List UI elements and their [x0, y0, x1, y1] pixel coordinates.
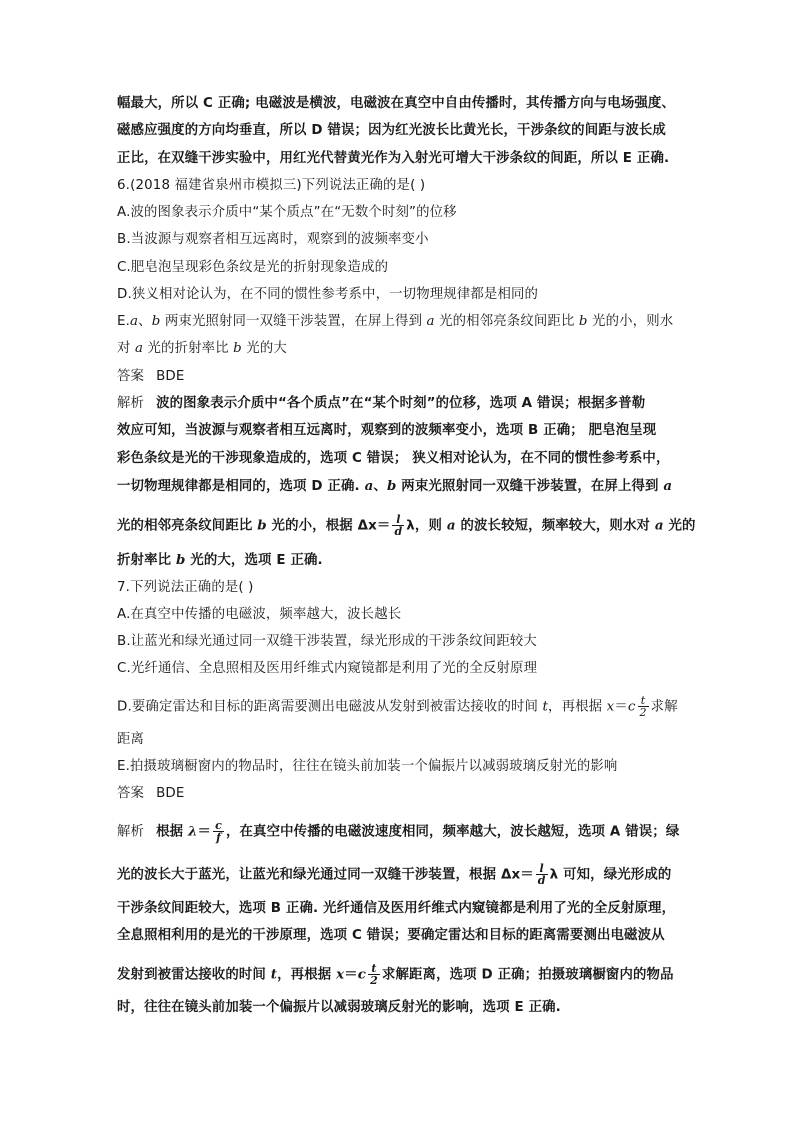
question-7-answer: 答案 BDE	[117, 786, 185, 801]
fraction-t-over-2-b: $\frac{t}{2}$	[370, 962, 378, 987]
question-7-option-e: E.拍摄玻璃橱窗内的物品时，往往在镜头前加装一个偏振片以减弱玻璃反射光的影响	[117, 759, 618, 774]
fraction-l-over-d: $\frac{l}{d}$	[394, 513, 403, 538]
question-7-explanation-3: 干涉条纹间距较大，选项 B 正确. 光纤通信及医用纤维式内窥镜都是利用了光的全反射原理，	[117, 901, 676, 916]
explanation-continuation-line-2: 磁感应强度的方向均垂直，所以 D 错误；因为红光波长比黄光长，干涉条纹的间距与波长成	[117, 123, 666, 138]
question-7-option-d-cont: 距离	[117, 732, 145, 747]
question-6-explanation-3: 彩色条纹是光的干涉现象造成的，选项 C 错误； 狭义相对论认为，在不同的惯性参考系中，	[117, 451, 670, 466]
question-6-answer: 答案 BDE	[117, 369, 185, 384]
question-6-option-e-cont: 对 a 光的折射率比 b 光的大	[117, 341, 287, 356]
question-6-option-e: E.a、b 两束光照射同一双缝干涉装置，在屏上得到 a 光的相邻亮条纹间距比 b 光的小，则水	[117, 314, 674, 329]
question-6-stem: 6.(2018 福建省泉州市模拟三)下列说法正确的是( )	[117, 178, 426, 193]
question-6-explanation-4: 一切物理规律都是相同的，选项 D 正确. a、b 两束光照射同一双缝干涉装置，在屏上得到 a	[117, 478, 673, 494]
question-7-option-b: B.让蓝光和绿光通过同一双缝干涉装置，绿光形成的干涉条纹间距较大	[117, 634, 537, 649]
question-7-option-a: A.在真空中传播的电磁波，频率越大，波长越长	[117, 607, 402, 622]
question-6-explanation-6: 折射率比 b 光的大，选项 E 正确.	[117, 552, 323, 568]
question-6-option-d: D.狭义相对论认为，在不同的惯性参考系中，一切物理规律都是相同的	[117, 287, 539, 302]
question-7-explanation-1: 解析 根据 λ＝ $\frac{c}{f}$ ，在真空中传播的电磁波速度相同，频率越大，波长越短，选项 A 错误；绿	[117, 819, 680, 844]
explanation-continuation-line-3: 正比，在双缝干涉实验中，用红光代替黄光作为入射光可增大干涉条纹的间距，所以 E 正确.	[117, 151, 670, 166]
fraction-t-over-2: $\frac{t}{2}$	[639, 694, 647, 719]
question-6-explanation-2: 效应可知，当波源与观察者相互远离时，观察到的波频率变小，选项 B 正确； 肥皂泡呈现	[117, 423, 657, 438]
question-7-option-d: D.要确定雷达和目标的距离需要测出电磁波从发射到被雷达接收的时间 t，再根据 x＝c $\frac{t}{2}$ 求解	[117, 694, 678, 719]
fraction-l-over-d-2: $\frac{l}{d}$	[537, 862, 546, 887]
question-7-stem: 7.下列说法正确的是( )	[117, 580, 254, 595]
fraction-c-over-f: $\frac{c}{f}$	[215, 819, 222, 844]
question-6-option-c: C.肥皂泡呈现彩色条纹是光的折射现象造成的	[117, 260, 389, 275]
question-7-explanation-4: 全息照相利用的是光的干涉原理，选项 C 错误；要确定雷达和目标的距离需要测出电磁波从	[117, 928, 665, 943]
question-7-explanation-6: 时，往往在镜头前加装一个偏振片以减弱玻璃反射光的影响，选项 E 正确.	[117, 1000, 561, 1015]
question-6-option-b: B.当波源与观察者相互远离时，观察到的波频率变小	[117, 232, 429, 247]
question-7-explanation-5: 发射到被雷达接收的时间 t，再根据 x＝c $\frac{t}{2}$ 求解距离，选项 D 正确；拍摄玻璃橱窗内的物品	[117, 962, 674, 987]
question-7-option-c: C.光纤通信、全息照相及医用纤维式内窥镜都是利用了光的全反射原理	[117, 661, 538, 676]
question-6-option-a: A.波的图象表示介质中“某个质点”在“无数个时刻”的位移	[117, 205, 457, 220]
question-6-explanation-1: 解析 波的图象表示介质中“各个质点”在“某个时刻”的位移，选项 A 错误；根据多普勒	[117, 396, 646, 411]
explanation-continuation-line-1: 幅最大，所以 C 正确; 电磁波是横波，电磁波在真空中自由传播时，其传播方向与电场强度、	[117, 96, 675, 111]
question-6-explanation-5: 光的相邻亮条纹间距比 b 光的小，根据 Δx＝ $\frac{l}{d}$ λ，则 a 的波长较短，频率较大，则水对 a 光的	[117, 513, 696, 538]
question-7-explanation-2: 光的波长大于蓝光，让蓝光和绿光通过同一双缝干涉装置，根据 Δx＝ $\frac{l}{d}$ λ 可知，绿光形成的	[117, 862, 672, 887]
